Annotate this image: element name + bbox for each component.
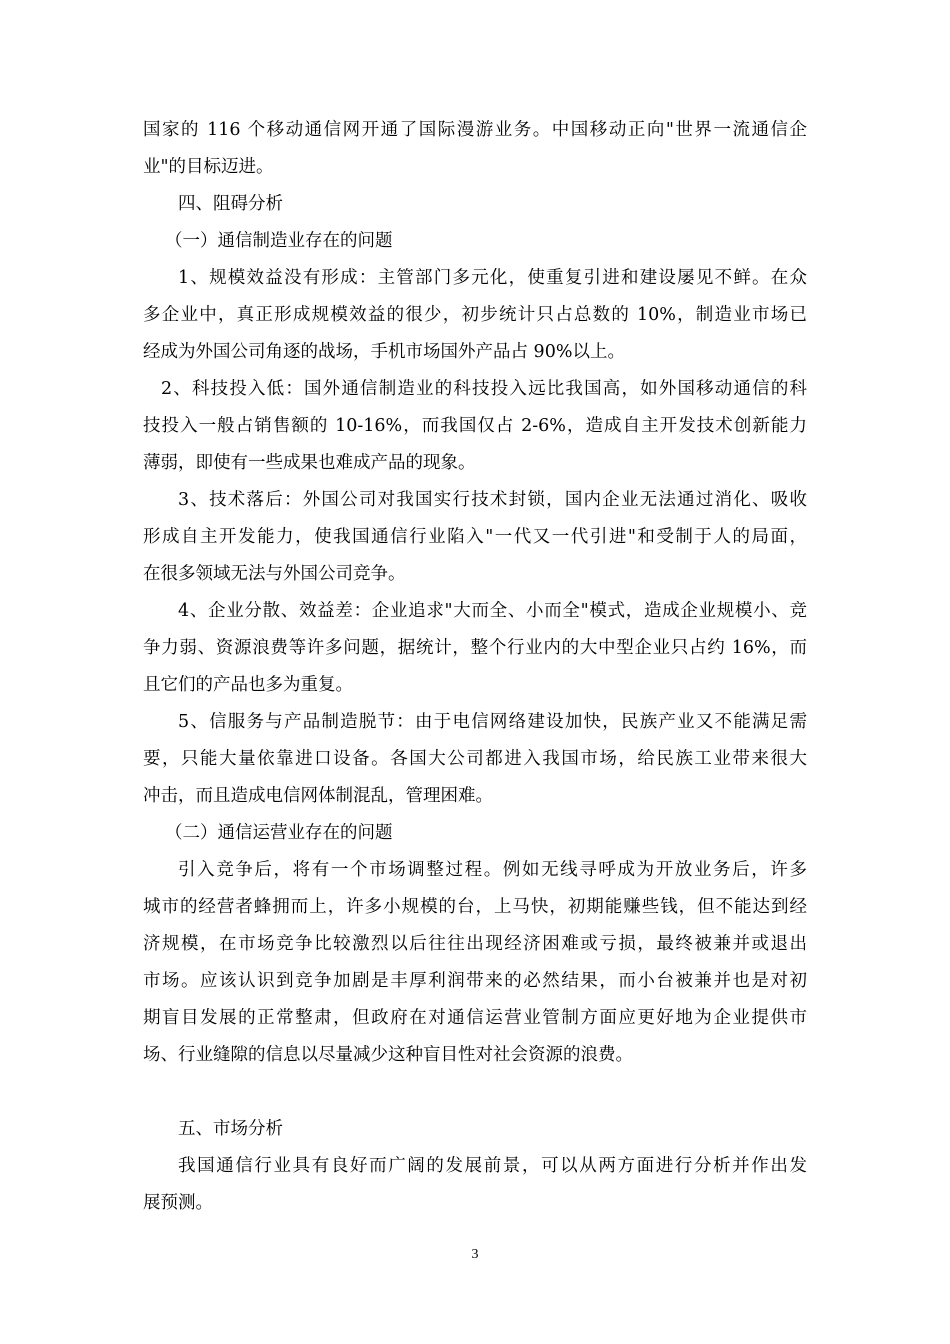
text-line: 薄弱，即使有一些成果也难成产品的现象。 [143,453,476,473]
paragraph-market [143,1148,807,1222]
subsection-heading-manufacturing-issues: （一）通信制造业存在的问题 [165,231,393,251]
paragraph-item-4 [143,593,807,704]
text-line: 国家的 116 个移动通信网开通了国际漫游业务。中国移动正向"世界一流通信企 [143,120,807,140]
text-line: 5、信服务与产品制造脱节：由于电信网络建设加快，民族产业又不能满足需 [178,712,807,732]
text-line: 1、规模效益没有形成：主管部门多元化，使重复引进和建设屡见不鲜。在众 [178,268,807,288]
text-line: 多企业中，真正形成规模效益的很少，初步统计只占总数的 10%，制造业市场已 [143,305,807,325]
text-line: 济规模，在市场竞争比较激烈以后往往出现经济困难或亏损，最终被兼并或退出 [143,934,807,954]
text-line: 在很多领域无法与外国公司竞争。 [143,564,406,584]
subsection-heading-operations-issues: （二）通信运营业存在的问题 [165,823,393,843]
paragraph-item-5 [143,704,807,815]
document-body [143,112,807,1222]
paragraph-continuation [143,112,807,186]
text-line: 2、科技投入低：国外通信制造业的科技投入远比我国高，如外国移动通信的科 [161,379,807,399]
section-heading-obstacle-analysis: 四、阻碍分析 [178,194,283,214]
paragraph-item-3 [143,482,807,593]
paragraph-operations [143,852,807,1074]
text-line: 要，只能大量依靠进口设备。各国大公司都进入我国市场，给民族工业带来很大 [143,749,807,769]
paragraph-item-1 [143,260,807,371]
text-line: 城市的经营者蜂拥而上，许多小规模的台，上马快，初期能赚些钱，但不能达到经 [143,897,807,917]
text-line: 市场。应该认识到竞争加剧是丰厚利润带来的必然结果，而小台被兼并也是对初 [143,971,807,991]
text-line: 我国通信行业具有良好而广阔的发展前景，可以从两方面进行分析并作出发 [178,1156,807,1176]
text-line: 业"的目标迈进。 [143,157,274,177]
text-line: 展预测。 [143,1193,213,1213]
text-line: 争力弱、资源浪费等许多问题，据统计，整个行业内的大中型企业只占约 16%，而 [143,638,807,658]
blank-line [143,1074,807,1111]
text-line: 且它们的产品也多为重复。 [143,675,353,695]
text-line: 期盲目发展的正常整肃，但政府在对通信运营业管制方面应更好地为企业提供市 [143,1008,807,1028]
text-line: 技投入一般占销售额的 10-16%，而我国仅占 2-6%，造成自主开发技术创新能力 [143,416,807,436]
text-line: 场、行业缝隙的信息以尽量减少这种盲目性对社会资源的浪费。 [143,1045,633,1065]
text-line: 形成自主开发能力，使我国通信行业陷入"一代又一代引进"和受制于人的局面， [143,527,807,547]
text-line: 经成为外国公司角逐的战场，手机市场国外产品占 90%以上。 [143,342,625,362]
section-heading-market-analysis: 五、市场分析 [178,1119,283,1139]
text-line: 3、技术落后：外国公司对我国实行技术封锁，国内企业无法通过消化、吸收 [178,490,807,510]
text-line: 4、企业分散、效益差：企业追求"大而全、小而全"模式，造成企业规模小、竞 [178,601,807,621]
text-line: 冲击，而且造成电信网体制混乱，管理困难。 [143,786,493,806]
paragraph-item-2 [143,371,807,482]
text-line: 引入竞争后，将有一个市场调整过程。例如无线寻呼成为开放业务后，许多 [178,860,807,880]
page-number: 3 [471,1247,479,1262]
